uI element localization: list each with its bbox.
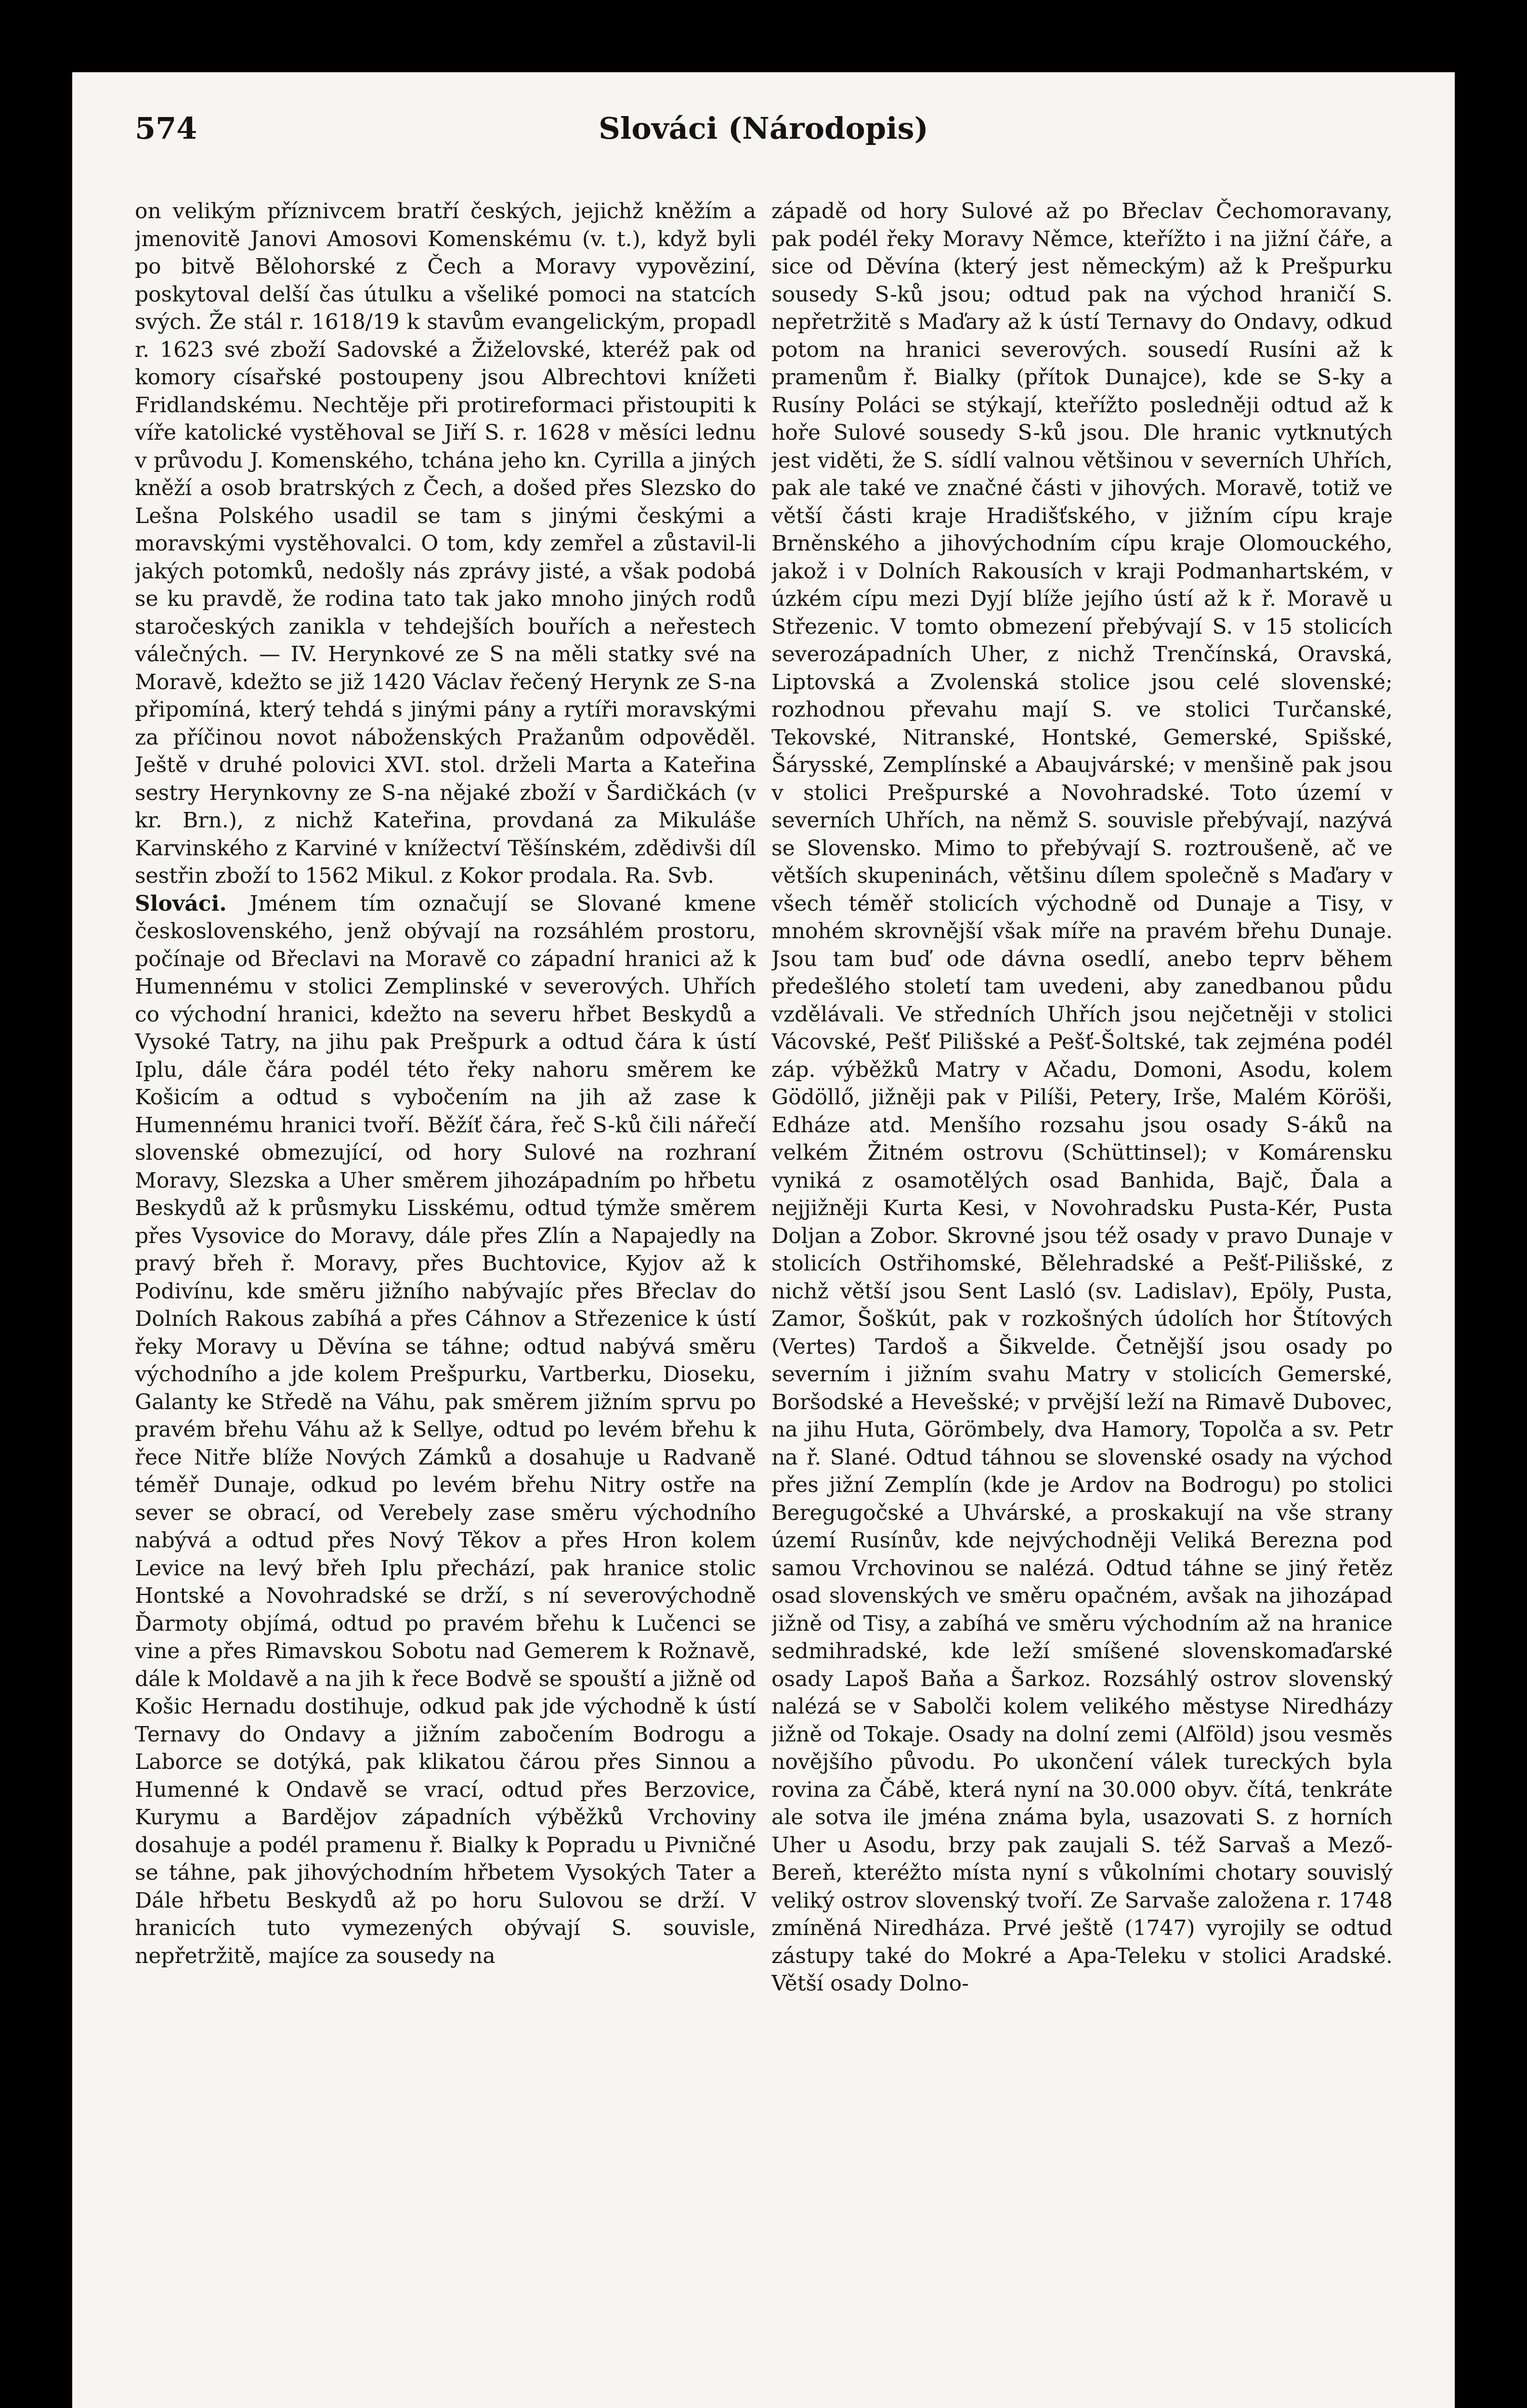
page-number: 574 [135, 111, 197, 146]
left-column [135, 197, 756, 2365]
right-column [771, 197, 1393, 2365]
right-paragraph-continuation: západě od hory Sulové až po Břeclav Čechomoravany, pak podél řeky Moravy Němce, kteřížto i na jižní čáře, a sice od Děvína (který jest německým) až k Prešpurku sousedy S-ků jsou; odtud pak na východ hraničí S. nepřetržitě s Maďary až k ústí Ternavy do Ondavy, odkud potom na hranici severových. sousedí Rusíni až k pramenům ř. Bialky (přítok Dunajce), kde se S-ky a Rusíny Poláci se stýkají, kteřížto posledněji odtud až k hoře Sulové sousedy S-ků jsou. Dle hranic vytknutých jest viděti, že S. sídlí valnou většinou v severních Uhřích, pak ale také ve značné části v jihových. Moravě, totiž ve větší části kraje Hradišťského, v jižním cípu kraje Brněnského a jihovýchodním cípu kraje Olomouckého, jakož i v Dolních Rakousích v kraji Podmanhartském, v úzkém cípu mezi Dyjí blíže jejího ústí až k ř. Moravě u Střezenic. V tomto obmezení přebývají S. v 15 stolicích severozápadních Uher, z nichž Trenčínská, Oravská, Liptovská a Zvolenská stolice jsou celé slovenské; rozhodnou převahu mají S. ve stolici Turčanské, Tekovské, Nitranské, Hontské, Gemerské, Spišské, Šárysské, Zemplínské a Abaujvárské; v menšině pak jsou v stolici Prešpurské a Novohradské. Toto území v severních Uhřích, na němž S. souvisle přebývají, nazývá se Slovensko. Mimo to přebývají S. roztroušeně, ač ve větších skupeninách, většinu dílem společně s Maďary v všech téměř stolicích východně od Dunaje a Tisy, v mnohém skrovnější však míře na pravém břehu Dunaje. Jsou tam buď ode dávna osedlí, anebo teprv během předešlého století tam uvedeni, aby zanedbanou půdu vzdělávali. Ve středních Uhřích jsou nejčetněji v stolici Vácovské, Pešť Pilišské a Pešť-Šoltské, tak zejména podél záp. výběžků Matry v Ačadu, Domoni, Asodu, kolem Gödöllő, jižněji pak v Pilíši, Petery, Irše, Malém Köröši, Edháze atd. Menšího rozsahu jsou osady S-áků na velkém Žitném ostrovu (Schüttinsel); v Komárensku vyniká z osamotělých osad Banhida, Bajč, Ďala a nejjižněji Kurta Kesi, v Novohradsku Pusta-Kér, Pusta Doljan a Zobor. Skrovné jsou též osady v pravo Dunaje v stolicích Ostřihomské, Bělehradské a Pešť-Pilišské, z nichž větší jsou Sent Lasló (sv. Ladislav), Epöly, Pusta, Zamor, Šoškút, pak v rozkošných údolích hor Štítových (Vertes) Tardoš a Šikvelde. Četnější jsou osady po severním i jižním svahu Matry v stolicích Gemerské, Boršodské a Hevešské; v prvější leží na Rimavě Dubovec, na jihu Huta, Görömbely, dva Hamory, Topolča a sv. Petr na ř. Slané. Odtud táhnou se slovenské osady na východ přes jižní Zemplín (kde je Ardov na Bodrogu) po stolici Beregugočské a Uhvárské, a proskakují na vše strany území Rusínův, kde nejvýchodněji Veliká Berezna pod samou Vrchovinou se nalézá. Odtud táhne se jiný řetěz osad slovenských ve směru opačném, avšak na jihozápad jižně od Tisy, a zabíhá ve směru východním až na hranice sedmihradské, kde leží smíšené slovenskomaďarské osady Lapoš Baňa a Šarkoz. Rozsáhlý ostrov slovenský nalézá se v Sabolči kolem velikého městyse Niredházy jižně od Tokaje. Osady na dolní zemi (Alföld) jsou vesměs novějšího původu. Po ukončení válek tureckých byla rovina za Čábě, která nyní na 30.000 obyv. čítá, tenkráte ale sotva ile jména známa byla, usazovati S. z horních Uher u Asodu, brzy pak zaujali S. též Sarvaš a Mező-Bereň, kteréžto místa nyní s vůkolními chotary souvislý veliký ostrov slovenský tvoří. Ze Sarvaše založena r. 1748 zmíněná Niredháza. Prvé ještě (1747) vyrojily se odtud zástupy také do Mokré a Apa-Teleku v stolici Aradské. Větší osady Dolno- [771, 199, 1393, 1996]
running-title: Slováci (Národopis) [599, 111, 928, 146]
entry-headword: Slováci. [135, 891, 227, 916]
document-page [72, 72, 1455, 2408]
left-paragraph-continuation: on velikým příznivcem bratří českých, jejichž kněžím a jmenovitě Janovi Amosovi Komenskému (v. t.), když byli po bitvě Bělohorské z Čech a Moravy vypověziní, poskytoval delší čas útulku a všeliké pomoci na statcích svých. Že stál r. 1618/19 k stavům evangelickým, propadl r. 1623 své zboží Sadovské a Žiželovské, kteréž pak od komory císařské postoupeny jsou Albrechtovi knížeti Fridlandskému. Nechtěje při protireformaci přistoupiti k víře katolické vystěhoval se Jiří S. r. 1628 v měsíci lednu v průvodu J. Komenského, tchána jeho kn. Cyrilla a jiných kněží a osob bratrských z Čech, a došed přes Slezsko do Lešna Polského usadil se tam s jinými českými a moravskými vystěhovalci. O tom, kdy zemřel a zůstavil-li jakých potomků, nedošly nás zprávy jisté, a však podobá se ku pravdě, že rodina tato tak jako mnoho jiných rodů staročeských zanikla v tehdejších bouřích a neřestech válečných. — IV. Herynkové ze S na měli statky své na Moravě, kdežto se již 1420 Václav řečený Herynk ze S-na připomíná, který tehdá s jinými pány a rytíři moravskými za příčinou novot náboženských Pražanům odpověděl. Ještě v druhé polovici XVI. stol. drželi Marta a Kateřina sestry Herynkovny ze S-na nějaké zboží v Šardičkách (v kr. Brn.), z nichž Kateřina, provdaná za Mikuláše Karvinského z Karviné v knížectví Těšínském, zdědivši díl sestřin zboží to 1562 Mikul. z Kokor prodala. Ra. Svb. [135, 199, 756, 888]
page-header [135, 111, 1392, 164]
entry-text: Jménem tím označují se Slované kmene československého, jenž obývají na rozsáhlém prostoru, počínaje od Břeclavi na Moravě co západní hranici až k Humennému v stolici Zemplinské v severových. Uhřích co východní hranici, kdežto na severu hřbet Beskydů a Vysoké Tatry, na jihu pak Prešpurk a odtud čára k ústí Iplu, dále čára podél této řeky nahoru směrem ke Košicím a odtud s vybočením na jih až zase k Humennému hranici tvoří. Běžíť čára, řeč S-ků čili nářečí slovenské obmezující, od hory Sulové na rozhraní Moravy, Slezska a Uher směrem jihozápadním po hřbetu Beskydů až k průsmyku Lisskému, odtud týmže směrem přes Vysovice do Moravy, dále přes Zlín a Napajedly na pravý břeh ř. Moravy, přes Buchtovice, Kyjov až k Podivínu, kde směru jižního nabývajíc přes Břeclav do Dolních Rakous zabíhá a přes Cáhnov a Střezenice k ústí řeky Moravy u Děvína se táhne; odtud nabývá směru východního a jde kolem Prešpurku, Vartberku, Dioseku, Galanty ke Středě na Váhu, pak směrem jižním sprvu po pravém břehu Váhu až k Sellye, odtud po levém břehu k řece Nitře blíže Nových Zámků a dosahuje u Radvaně téměř Dunaje, odkud po levém břehu Nitry ostře na sever se obrací, od Verebely zase směru východního nabývá a odtud přes Nový Těkov a přes Hron kolem Levice na levý břeh Iplu přechází, pak hranice stolic Hontské a Novohradské se drží, s ní severovýchodně Ďarmoty objímá, odtud po pravém břehu k Lučenci se vine a přes Rimavskou Sobotu nad Gemerem k Rožnavě, dále k Moldavě a na jih k řece Bodvě se spouští a jižně od Košic Hernadu dostihuje, odkud pak jde východně k ústí Ternavy do Ondavy a jižním zabočením Bodrogu a Laborce se dotýká, pak klikatou čárou přes Sinnou a Humenné k Ondavě se vrací, odtud přes Berzovice, Kurymu a Bardějov západních výběžků Vrchoviny dosahuje a podél pramenu ř. Bialky k Popradu u Pivničné se táhne, pak jihovýchodním hřbetem Vysokých Tater a Dále hřbetu Beskydů až po horu Sulovou se drží. V hranicích tuto vymezených obývají S. souvisle, nepřetržitě, majíce za sousedy na [135, 891, 756, 1968]
entry-slovaci [135, 890, 756, 1970]
